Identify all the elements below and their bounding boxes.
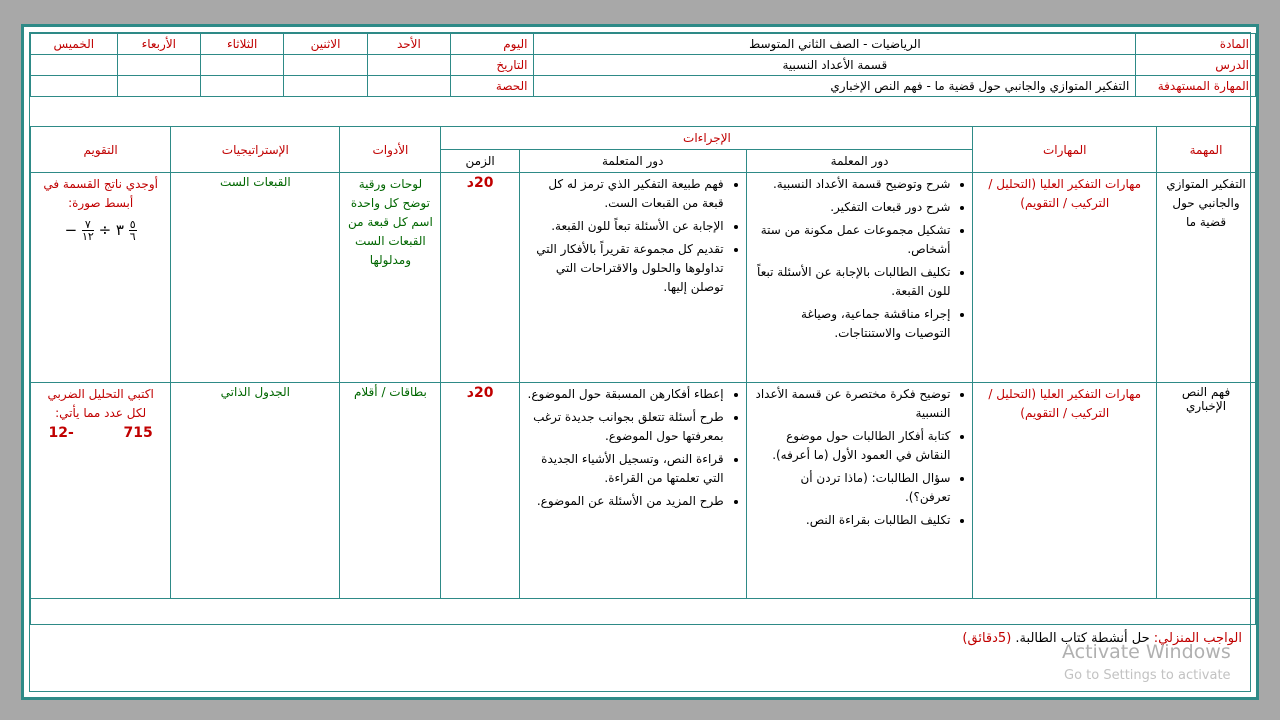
period-cell — [367, 76, 450, 97]
evaluation-cell — [31, 173, 171, 383]
evaluation-text: اكتبي التحليل الضربي لكل عدد مما يأتي: — [47, 387, 154, 420]
strategy-cell: القبعات الست — [171, 173, 340, 383]
period-cell — [200, 76, 283, 97]
list-item: • توضيح فكرة مختصرة عن قسمة الأعداد النسبية — [753, 385, 951, 423]
list-item: • تشكيل مجموعات عمل مكونة من ستة أشخاص. — [753, 221, 951, 259]
list-item: • تكليف الطالبات بالإجابة عن الأسئلة تبعاً للون القبعة. — [753, 263, 951, 301]
header-table — [30, 33, 1256, 97]
activate-windows-title: Activate Windows — [1062, 641, 1231, 663]
task-cell: التفكير المتوازي والجانبي حول قضية ما — [1157, 173, 1256, 383]
lesson-label: الدرس — [1136, 55, 1256, 76]
table-row — [31, 173, 1256, 383]
date-cell — [200, 55, 283, 76]
list-item: • قراءة النص، وتسجيل الأشياء الجديدة التي تعلمتها من القراءة. — [526, 450, 724, 488]
time-cell: 20د — [441, 173, 519, 383]
list-item: • شرح دور قبعات التفكير. — [753, 198, 951, 217]
homework-duration: (5دقائق) — [962, 631, 1012, 646]
col-task: المهمة — [1157, 127, 1256, 173]
spacer-row — [31, 599, 1256, 625]
col-time: الزمن — [441, 150, 519, 173]
evaluation-cell — [31, 383, 171, 599]
date-cell — [117, 55, 200, 76]
skill-label: المهارة المستهدفة — [1136, 76, 1256, 97]
table-row — [31, 383, 1256, 599]
task-cell: فهم النص الإخباري — [1157, 383, 1256, 599]
list-item: • كتابة أفكار الطالبات حول موضوع النقاش في العمود الأول (ما أعرفه). — [753, 427, 951, 465]
evaluation-values — [37, 425, 164, 441]
time-cell: 20د — [441, 383, 519, 599]
subject-value: الرياضيات - الصف الثاني المتوسط — [534, 34, 1136, 55]
period-cell — [31, 76, 118, 97]
col-procedures: الإجراءات — [441, 127, 973, 150]
list-item: • سؤال الطالبات: (ماذا تردن أن تعرفن؟). — [753, 469, 951, 507]
col-tools: الأدوات — [340, 127, 441, 173]
whole-b: ٣ — [115, 221, 124, 239]
activate-windows-subtitle: Go to Settings to activate — [1064, 668, 1231, 683]
col-evaluation: التقويم — [31, 127, 171, 173]
strategy-cell: الجدول الذاتي — [171, 383, 340, 599]
student-role-cell — [519, 383, 746, 599]
fraction-b: $\frac{٥}{٦}$ — [129, 218, 136, 243]
student-role-cell — [519, 173, 746, 383]
procedures-table — [30, 126, 1256, 625]
day-thursday: الخميس — [31, 34, 118, 55]
tools-cell: لوحات ورقية توضح كل واحدة اسم كل قبعة من القبعات الست ومدلولها — [340, 173, 441, 383]
list-item: • تقديم كل مجموعة تقريراً بالأفكار التي تداولوها والحلول والاقتراحات التي توصلن إليها. — [526, 240, 724, 297]
subject-label: المادة — [1136, 34, 1256, 55]
date-cell — [284, 55, 367, 76]
date-label: التاريخ — [451, 55, 534, 76]
skill-value: التفكير المتوازي والجانبي حول قضية ما - فهم النص الإخباري — [534, 76, 1136, 97]
skills-cell: مهارات التفكير العليا (التحليل / التركيب / التقويم) — [973, 173, 1157, 383]
lesson-value: قسمة الأعداد النسبية — [534, 55, 1136, 76]
list-item: • طرح أسئلة تتعلق بجوانب جديدة ترغب بمعرفتها حول الموضوع. — [526, 408, 724, 446]
period-label: الحصة — [451, 76, 534, 97]
eval-value: 12- — [48, 425, 74, 441]
lesson-plan-page — [21, 24, 1259, 700]
evaluation-text: أوجدي ناتج القسمة في أبسط صورة: — [43, 177, 158, 210]
list-item: • شرح وتوضيح قسمة الأعداد النسبية. — [753, 175, 951, 194]
day-sunday: الأحد — [367, 34, 450, 55]
homework-text: حل أنشطة كتاب الطالبة. — [1015, 631, 1150, 646]
day-tuesday: الثلاثاء — [200, 34, 283, 55]
list-item: • إجراء مناقشة جماعية، وصياغة التوصيات والاستنتاجات. — [753, 305, 951, 343]
homework-label: الواجب المنزلي: — [1153, 631, 1242, 646]
col-skills: المهارات — [973, 127, 1157, 173]
list-item: • إعطاء أفكارهن المسبقة حول الموضوع. — [526, 385, 724, 404]
tools-cell: بطاقات / أقلام — [340, 383, 441, 599]
day-label: اليوم — [451, 34, 534, 55]
eval-value: 715 — [123, 425, 153, 441]
lesson-plan-frame — [29, 32, 1251, 692]
fraction-a: $\frac{٧}{١٢}$ — [81, 218, 94, 243]
teacher-role-cell — [746, 383, 973, 599]
list-item: • الإجابة عن الأسئلة تبعاً للون القبعة. — [526, 217, 724, 236]
list-item: • طرح المزيد من الأسئلة عن الموضوع. — [526, 492, 724, 511]
date-cell — [367, 55, 450, 76]
teacher-role-cell — [746, 173, 973, 383]
skills-cell: مهارات التفكير العليا (التحليل / التركيب / التقويم) — [973, 383, 1157, 599]
col-teacher-role: دور المعلمة — [746, 150, 973, 173]
date-cell — [31, 55, 118, 76]
period-cell — [117, 76, 200, 97]
day-monday: الاثنين — [284, 34, 367, 55]
period-cell — [284, 76, 367, 97]
list-item: • فهم طبيعة التفكير الذي ترمز له كل قبعة من القبعات الست. — [526, 175, 724, 213]
col-student-role: دور المتعلمة — [519, 150, 746, 173]
col-strategies: الإستراتيجيات — [171, 127, 340, 173]
divide-sign: ÷ — [98, 221, 112, 239]
day-wednesday: الأربعاء — [117, 34, 200, 55]
evaluation-expression — [37, 219, 164, 242]
list-item: • تكليف الطالبات بقراءة النص. — [753, 511, 951, 530]
minus-sign: − — [64, 221, 78, 239]
